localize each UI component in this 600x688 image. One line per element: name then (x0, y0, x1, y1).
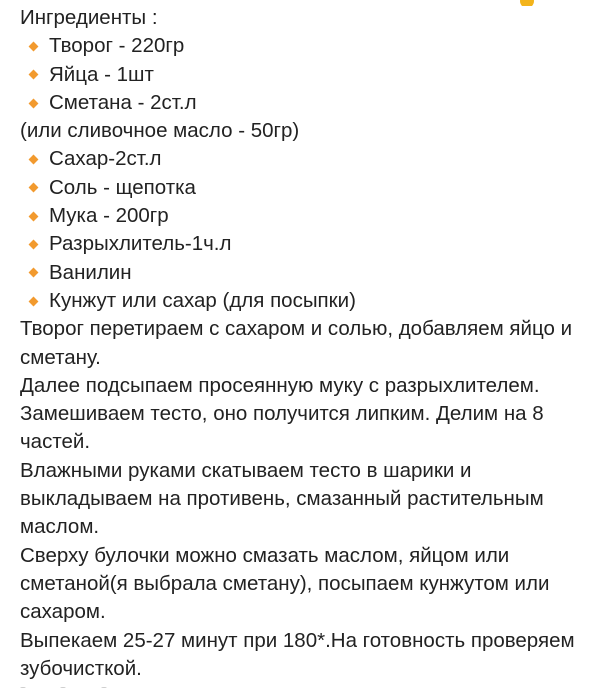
ingredient-label: Яйца - 1шт (49, 62, 154, 86)
clipped-bottom-line (20, 680, 320, 688)
step-paragraph: Сверху булочки можно смазать маслом, яйцом или сметаной(я выбрала сметану), посыпаем кунжутом или сахаром. (20, 543, 550, 624)
ingredient-item (20, 230, 595, 258)
orange-diamond-icon (29, 70, 39, 80)
ingredient-label: Кунжут или сахар (для посыпки) (49, 288, 356, 312)
orange-diamond-icon (29, 183, 39, 193)
ingredient-label: Сахар-2ст.л (49, 147, 162, 171)
ingredient-label: Сметана - 2ст.л (49, 90, 197, 114)
ingredient-label: Мука - 200гр (49, 204, 169, 228)
ingredient-item (20, 259, 595, 287)
ingredient-label: Соль - щепотка (49, 175, 196, 199)
ingredients-heading: Ингредиенты : (20, 6, 158, 29)
orange-diamond-icon (29, 296, 39, 306)
ingredient-item (20, 89, 595, 117)
orange-diamond-icon (29, 240, 39, 250)
step-paragraph: Влажными руками скатываем тесто в шарики и выкладываем на противень, смазанный растительным маслом. (20, 458, 544, 539)
ingredient-label: Разрыхлитель-1ч.л (49, 232, 232, 256)
orange-diamond-icon (29, 41, 39, 51)
orange-diamond-icon (29, 155, 39, 165)
ingredient-item (20, 287, 595, 315)
ingredient-label: Творог - 220гр (49, 34, 185, 58)
ingredient-item (20, 32, 595, 60)
step-paragraph: Выпекаем 25-27 минут при 180*.На готовность проверяем зубочисткой. (20, 628, 575, 680)
recipe-text (20, 4, 595, 683)
ingredient-item (20, 202, 595, 230)
step-paragraph: Далее подсыпаем просеянную муку с разрыхлителем. Замешиваем тесто, оно получится липким. Делим на 8 частей. (20, 373, 544, 454)
orange-diamond-icon (29, 98, 39, 108)
ingredient-note: (или сливочное масло - 50гр) (20, 119, 300, 143)
ingredient-label: Ванилин (49, 260, 132, 284)
ingredient-item (20, 174, 595, 202)
ingredient-item (20, 145, 595, 173)
ingredient-item (20, 61, 595, 89)
step-paragraph: Творог перетираем с сахаром и солью, добавляем яйцо и сметану. (20, 317, 573, 369)
orange-diamond-icon (29, 268, 39, 278)
orange-diamond-icon (29, 211, 39, 221)
